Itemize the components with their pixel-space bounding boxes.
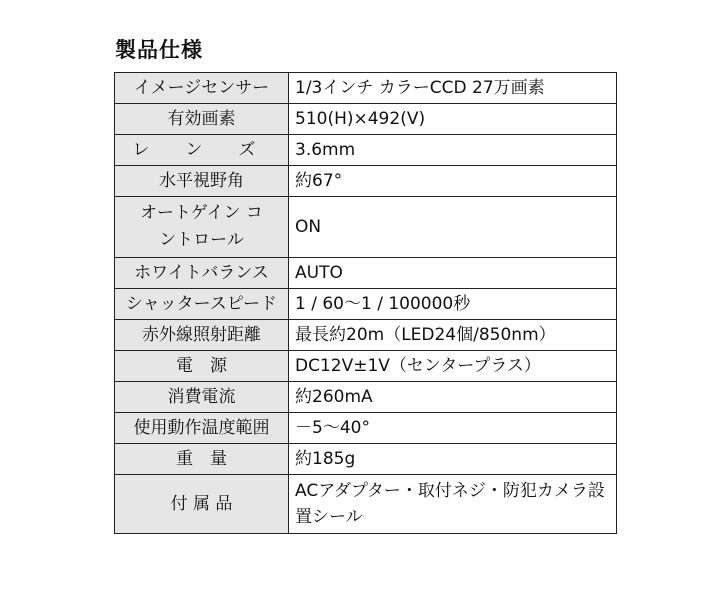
spec-label-current-consumption: 消費電流 <box>115 382 289 413</box>
spec-table <box>114 72 617 534</box>
spec-value-ir-distance: 最長約20m（LED24個/850nm） <box>289 320 617 351</box>
table-row <box>115 104 617 135</box>
spec-value-power: DC12V±1V（センタープラス） <box>289 351 617 382</box>
table-row <box>115 258 617 289</box>
spec-value-accessories: ACアダプター・取付ネジ・防犯カメラ設置シール <box>289 475 617 534</box>
spec-value-auto-gain-control: ON <box>289 197 617 258</box>
spec-label-horizontal-view-angle: 水平視野角 <box>115 166 289 197</box>
table-row <box>115 351 617 382</box>
table-row <box>115 197 617 258</box>
table-row <box>115 73 617 104</box>
spec-label-ir-distance: 赤外線照射距離 <box>115 320 289 351</box>
spec-label-shutter-speed: シャッタースピード <box>115 289 289 320</box>
spec-label-operating-temperature: 使用動作温度範囲 <box>115 413 289 444</box>
spec-label-auto-gain-control: オートゲイン コントロール <box>115 197 289 258</box>
table-row <box>115 166 617 197</box>
spec-value-operating-temperature: －5～40° <box>289 413 617 444</box>
spec-label-power: 電 源 <box>115 351 289 382</box>
spec-value-effective-pixels: 510(H)×492(V) <box>289 104 617 135</box>
spec-label-weight: 重 量 <box>115 444 289 475</box>
spec-value-image-sensor: 1/3インチ カラーCCD 27万画素 <box>289 73 617 104</box>
spec-label-accessories: 付 属 品 <box>115 475 289 534</box>
spec-label-image-sensor: イメージセンサー <box>115 73 289 104</box>
spec-value-weight: 約185g <box>289 444 617 475</box>
spec-value-horizontal-view-angle: 約67° <box>289 166 617 197</box>
spec-label-effective-pixels: 有効画素 <box>115 104 289 135</box>
table-row <box>115 382 617 413</box>
spec-value-current-consumption: 約260mA <box>289 382 617 413</box>
table-row <box>115 413 617 444</box>
spec-label-lens: レ ン ズ <box>115 135 289 166</box>
spec-value-shutter-speed: 1 / 60～1 / 100000秒 <box>289 289 617 320</box>
spec-label-white-balance: ホワイトバランス <box>115 258 289 289</box>
table-row <box>115 135 617 166</box>
spec-value-white-balance: AUTO <box>289 258 617 289</box>
table-row <box>115 444 617 475</box>
table-row <box>115 289 617 320</box>
page-title: 製品仕様 <box>115 38 203 62</box>
table-row <box>115 320 617 351</box>
table-row <box>115 475 617 534</box>
spec-value-lens: 3.6mm <box>289 135 617 166</box>
